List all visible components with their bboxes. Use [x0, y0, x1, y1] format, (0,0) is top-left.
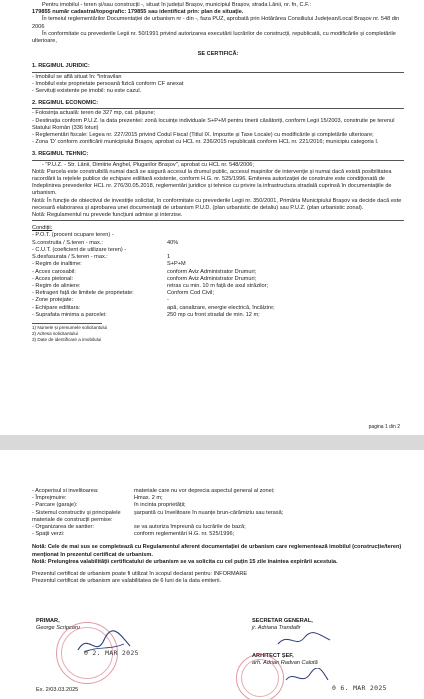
secretar-title: SECRETAR GENERAL,: [252, 618, 313, 624]
conditie-key: - Regim de aliniere:: [32, 282, 81, 289]
conditie-row: [32, 261, 404, 268]
conditie-row: [32, 254, 404, 261]
se-certifica-heading: SE CERTIFICĂ:: [197, 51, 239, 58]
regim-economic-title: 2. REGIMUL ECONOMIC:: [32, 100, 99, 107]
regim-economic-line: - Reglementări fiscale: Legea nr. 227/2015 privind Codul Fiscal (Titlul IX. Impozite și Taxe Locale) cu modificările și completările ulterioare;: [32, 132, 374, 139]
page1-body: [32, 2, 404, 343]
footnote: 1) Numele și prenumele solicitantului: [32, 324, 108, 330]
conditie-value: -: [167, 297, 169, 304]
conditie-value: retras cu min. 10 m față de axul străzilor;: [167, 282, 269, 289]
nota-regulament: Notă: Cele de mai sus se completează cu Regulamentul aferent documentației de urbanism care reglementează imobilul (construcție/teren) menționat în prezentul certificat de urbanism.: [32, 544, 402, 558]
conditie-row: [32, 297, 404, 304]
conditii-list: [32, 232, 404, 318]
conditie-row: [32, 240, 404, 247]
conditie-value: 250 mp cu front stradal de min. 12 m;: [167, 311, 260, 318]
conditie-value: apă, canalizare, energie electrică, încălzire;: [167, 304, 275, 311]
valabilitate-line: Prezentul certificat de urbanism are valabilitatea de 6 luni de la data emiterii.: [32, 578, 222, 585]
tehnic-key: - Împrejmuire:: [32, 495, 67, 502]
scop-line: Prezentul certificat de urbanism poate fi utilizat în scopul declarat pentru: INFORMARE: [32, 571, 248, 578]
conditie-row: [32, 232, 404, 239]
divider: [32, 220, 404, 221]
intro-line-2: 179855 număr cadastral/topografic: 179855 sau identificat prin: plan de situație.: [32, 9, 244, 16]
arhitect-signature: [282, 668, 332, 688]
regim-tehnic-title: 3. REGIMUL TEHNIC:: [32, 151, 89, 158]
tehnic-row: [32, 524, 404, 531]
date-stamp: 0 6. MAR 2025: [332, 684, 387, 692]
regim-juridic-line: - Imobilul este proprietate persoană fizică conform CF anexat: [32, 80, 184, 87]
page2-body: [32, 488, 404, 585]
arhitect-title: ARHITECT ȘEF,: [252, 653, 294, 659]
ex-line: Ex. 2/03.03.2025: [36, 687, 79, 693]
arhitect-name: arh. Adrian Radvan Calotă: [252, 660, 318, 667]
divider: [32, 72, 404, 73]
official-stamp: [236, 654, 284, 699]
conditie-value: conform Aviz Administrator Drumuri;: [167, 268, 257, 275]
tehnic-value: Hmax. 2 m;: [134, 495, 163, 502]
conditie-value: conform Aviz Administrator Drumuri;: [167, 275, 257, 282]
conditie-row: [32, 290, 404, 297]
page-gap: [0, 435, 424, 450]
intro-line-1: Pentru imobilul - teren și/sau construcții -, situat în județul Brașov, municipiul Brașov, strada Lânii, nr. fn, C.F.:: [42, 2, 312, 8]
document-page-2: [0, 450, 424, 699]
secretar-signature: [274, 630, 334, 650]
tehnic-row: [32, 510, 404, 524]
conditie-key: - Suprafata minima a parcelei:: [32, 311, 107, 318]
regim-tehnic-note: Notă: Parcela este construibilă numai dacă se asigură accesul la drumul public, accesul mașinilor de intervenție și numai dacă există posibilitatea racordării la rețelele publice de echipare edilitară existente, conform H.G. nr. 525/1996. Emiterea autorizației de construire este condiționată de îndeplinirea prevederilor HCL nr. 276/30.05.2018, reglementări juridice și tehnice cu privire la infrastructura stradală cuprinsă în documentațiile de urbanism.: [32, 168, 392, 197]
intro-line-3: În temeiul reglementărilor Documentației de urbanism nr - din -, faza PUZ, aprobată prin Hotărârea Consiliului Județean/Local Brașov nr. 548 din 2006: [32, 16, 400, 30]
conditie-row: [32, 312, 404, 319]
conditie-value: S+P+M: [167, 261, 186, 268]
conditie-key: - Acces pietonal:: [32, 275, 74, 282]
conditie-key: S.construita / S.teren - max.:: [32, 239, 103, 246]
tehnic-value: materiale care nu vor deprecia aspectul general al zonei;: [134, 488, 275, 494]
nota-prelungire: Notă: Prelungirea valabilității certificatului de urbanism se va solicita cu cel puțin 15 zile înaintea expirării acestuia.: [32, 558, 338, 565]
regim-tehnic-note: Notă: Regulamentul nu prevede funcțiuni admise și interzise.: [32, 212, 183, 219]
regim-economic-line: - Destinația conform P.U.Z. la data prezentei: zonă locuințe individuale S+P+M pentru tinerii căsătoriți, conform Legii 15/2003, construite pe terenul Statului Român (336 loturi): [32, 117, 395, 131]
conditie-row: [32, 269, 404, 276]
primar-title: PRIMAR,: [36, 618, 60, 624]
tehnic-value: se va autoriza împreună cu lucrările de bază;: [134, 524, 246, 531]
primar-name: George Scripcaru: [36, 625, 80, 632]
tehnic-key: - Parcare (garaje):: [32, 502, 78, 509]
regim-juridic-title: 1. REGIMUL JURIDIC:: [32, 63, 90, 70]
divider: [32, 160, 404, 161]
intro-line-4: În conformitate cu prevederile Legii nr. 50/1991 privind autorizarea executării lucrărilor de construcții, republicată, cu modificările și completările ulterioare,: [32, 30, 396, 45]
date-stamp: 0 2. MAR 2025: [84, 649, 139, 657]
tehnic-key: - Sistemul constructiv și principalele materiale de construcții permise:: [32, 509, 121, 523]
secretar-name: jr. Adriana Trandafir: [252, 625, 301, 632]
page-number: pagina 1 din 2: [368, 424, 400, 430]
tehnic-row: [32, 495, 404, 502]
conditie-key: - P.O.T. (procent ocupare teren) -: [32, 232, 114, 239]
tehnic-row: [32, 502, 404, 509]
tehnic-key: - Organizarea de santier:: [32, 524, 94, 531]
conditie-value: [167, 247, 404, 254]
regim-tehnic-note: Notă: În funcție de obiectivul de investiție solicitat, în conformitate cu prevederile Legii nr. 350/2001, Primăria Municipiului Brașov va decide dacă este necesară elaborarea și aprobarea unei documentații de urbanism P.U.D. (plan urbanistic de detaliu) sau P.U.Z. (plan urbanistic zonal).: [32, 197, 402, 211]
conditie-value: 1: [167, 254, 171, 261]
conditie-row: [32, 283, 404, 290]
footnote: 2) Adresa solicitantului: [32, 330, 78, 336]
regim-tehnic-line: - "P.U.Z. - Str. Lânii, Dimitrie Anghel, Plugarilor Brașov", aprobat cu HCL nr. 548/2006;: [42, 161, 254, 168]
footnote: 3) Date de identificare a imobilului: [32, 336, 102, 342]
tehnic-key: - Spații verzi:: [32, 531, 65, 538]
footnote-divider: [32, 323, 102, 324]
tehnic-value: conform reglementări H.G. nr. 525/1996;: [134, 531, 235, 538]
conditie-key: - Regim de inaltime:: [32, 261, 82, 268]
tehnic-value: în incinta proprietății;: [134, 502, 186, 509]
conditie-key: - Zone protejate:: [32, 297, 74, 304]
tehnic-key: - Acoperisul si invelitoarea:: [32, 488, 99, 494]
regim-economic-line: - Folosința actuală: teren de 327 mp, cat. pășune;: [32, 110, 156, 117]
conditie-row: [32, 276, 404, 283]
regim-juridic-line: - Servituți existente pe imobil: nu este cazul.: [32, 88, 142, 95]
conditie-value: Conform Cod Civil;: [167, 290, 214, 297]
conditie-key: S.desfasurata / S.teren - max.:: [32, 254, 108, 261]
conditii-title: Condiții:: [32, 225, 53, 232]
conditie-row: [32, 305, 404, 312]
tehnic-row: [32, 531, 404, 538]
conditie-row: [32, 247, 404, 254]
conditie-key: - Echipare edilitara:: [32, 304, 81, 311]
tehnic-value: șarpantă cu învelitoare în nuanțe brun-cărămiziu sau terasă;: [134, 509, 284, 516]
tehnic-row: [32, 488, 404, 495]
conditie-value: [167, 232, 404, 239]
conditie-key: - Acces carosabil:: [32, 268, 76, 275]
conditie-key: - C.U.T. (coeficient de utilizare teren) -: [32, 246, 127, 253]
regim-economic-line: - Zona 'D' conform zonificării municipiului Brașov, aprobat cu HCL nr. 236/2015 republicată conform HCL nr. 221/2016; municipiu categoria I.: [32, 139, 379, 146]
conditie-key: - Retrageri față de limitele de proprietate:: [32, 290, 134, 297]
regim-juridic-line: - Imobilul se află situat în: *intravilan: [32, 73, 122, 80]
divider: [32, 108, 404, 109]
conditie-value: 40%: [167, 239, 179, 246]
